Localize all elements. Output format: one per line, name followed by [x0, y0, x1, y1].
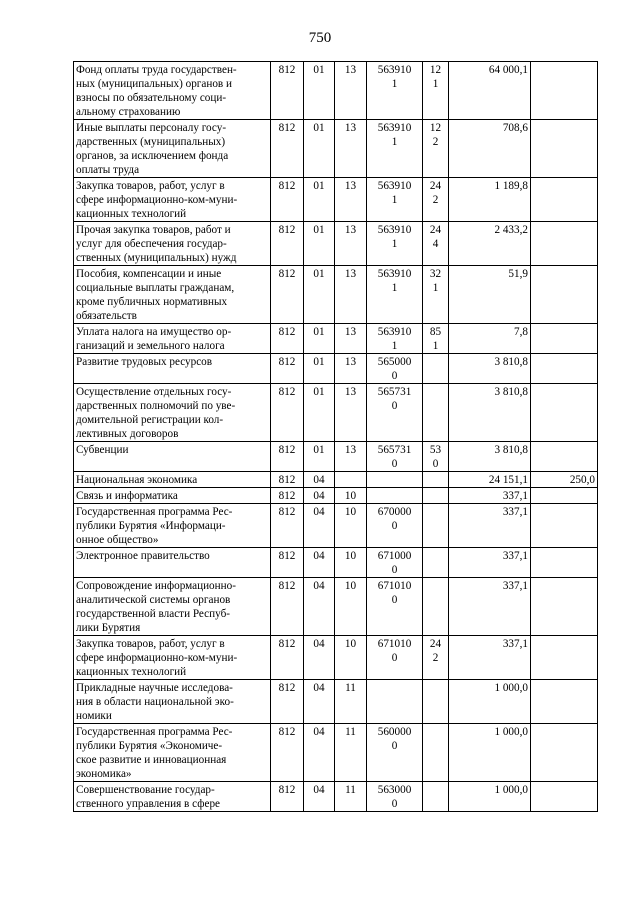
table-row [74, 442, 598, 472]
admin-code-cell: 812 [271, 548, 304, 578]
table-row [74, 266, 598, 324]
row-name-cell: Государственная программа Рес- публики Бурятия «Информаци- онное общество» [74, 504, 271, 548]
section-code-cell: 01 [304, 222, 335, 266]
table-row [74, 782, 598, 812]
target-article-cell [367, 472, 423, 488]
amount-cell: 1 000,0 [449, 782, 531, 812]
target-article-cell: 563910 1 [367, 62, 423, 120]
subsection-code-cell: 10 [335, 504, 367, 548]
expense-type-cell: 53 0 [423, 442, 449, 472]
extra-amount-cell [531, 222, 598, 266]
subsection-code-cell: 13 [335, 266, 367, 324]
section-code-cell: 04 [304, 548, 335, 578]
expense-type-cell [423, 680, 449, 724]
amount-cell: 3 810,8 [449, 354, 531, 384]
extra-amount-cell [531, 636, 598, 680]
subsection-code-cell: 10 [335, 488, 367, 504]
target-article-cell: 565731 0 [367, 442, 423, 472]
expense-type-cell: 24 2 [423, 178, 449, 222]
expense-type-cell: 12 2 [423, 120, 449, 178]
row-name-cell: Прочая закупка товаров, работ и услуг для обеспечения государ- ственных (муниципальных) нужд [74, 222, 271, 266]
table-row [74, 222, 598, 266]
extra-amount-cell [531, 62, 598, 120]
row-name-cell: Прикладные научные исследова- ния в области национальной эко- номики [74, 680, 271, 724]
table-row [74, 504, 598, 548]
table-row [74, 472, 598, 488]
subsection-code-cell: 10 [335, 636, 367, 680]
expense-type-cell [423, 548, 449, 578]
subsection-code-cell: 11 [335, 680, 367, 724]
budget-table [73, 61, 598, 812]
extra-amount-cell [531, 578, 598, 636]
target-article-cell: 671010 0 [367, 578, 423, 636]
row-name-cell: Связь и информатика [74, 488, 271, 504]
page-number: 750 [308, 30, 332, 46]
table-row [74, 488, 598, 504]
admin-code-cell: 812 [271, 504, 304, 548]
extra-amount-cell [531, 548, 598, 578]
admin-code-cell: 812 [271, 178, 304, 222]
extra-amount-cell [531, 680, 598, 724]
target-article-cell: 671010 0 [367, 636, 423, 680]
section-code-cell: 01 [304, 266, 335, 324]
target-article-cell: 563910 1 [367, 324, 423, 354]
subsection-code-cell: 13 [335, 324, 367, 354]
row-name-cell: Субвенции [74, 442, 271, 472]
extra-amount-cell [531, 354, 598, 384]
row-name-cell: Закупка товаров, работ, услуг в сфере информационно-ком-муни- кационных технологий [74, 636, 271, 680]
expense-type-cell [423, 504, 449, 548]
expense-type-cell [423, 354, 449, 384]
admin-code-cell: 812 [271, 472, 304, 488]
admin-code-cell: 812 [271, 724, 304, 782]
section-code-cell: 01 [304, 120, 335, 178]
section-code-cell: 04 [304, 782, 335, 812]
subsection-code-cell: 13 [335, 120, 367, 178]
target-article-cell: 560000 0 [367, 724, 423, 782]
table-row [74, 178, 598, 222]
target-article-cell: 563910 1 [367, 266, 423, 324]
section-code-cell: 01 [304, 324, 335, 354]
section-code-cell: 01 [304, 384, 335, 442]
subsection-code-cell: 13 [335, 442, 367, 472]
expense-type-cell [423, 384, 449, 442]
admin-code-cell: 812 [271, 120, 304, 178]
row-name-cell: Национальная экономика [74, 472, 271, 488]
admin-code-cell: 812 [271, 222, 304, 266]
row-name-cell: Сопровождение информационно- аналитической системы органов государственной власти Респуб- лики Бурятия [74, 578, 271, 636]
target-article-cell [367, 488, 423, 504]
amount-cell: 337,1 [449, 636, 531, 680]
amount-cell: 1 000,0 [449, 680, 531, 724]
admin-code-cell: 812 [271, 62, 304, 120]
target-article-cell: 670000 0 [367, 504, 423, 548]
expense-type-cell: 24 4 [423, 222, 449, 266]
amount-cell: 3 810,8 [449, 442, 531, 472]
amount-cell: 708,6 [449, 120, 531, 178]
amount-cell: 337,1 [449, 504, 531, 548]
section-code-cell: 04 [304, 636, 335, 680]
admin-code-cell: 812 [271, 488, 304, 504]
admin-code-cell: 812 [271, 680, 304, 724]
expense-type-cell: 85 1 [423, 324, 449, 354]
admin-code-cell: 812 [271, 324, 304, 354]
target-article-cell: 563910 1 [367, 178, 423, 222]
extra-amount-cell [531, 178, 598, 222]
extra-amount-cell [531, 782, 598, 812]
expense-type-cell: 12 1 [423, 62, 449, 120]
row-name-cell: Уплата налога на имущество ор- ганизаций и земельного налога [74, 324, 271, 354]
extra-amount-cell [531, 504, 598, 548]
table-row [74, 548, 598, 578]
amount-cell: 64 000,1 [449, 62, 531, 120]
extra-amount-cell [531, 384, 598, 442]
extra-amount-cell [531, 324, 598, 354]
subsection-code-cell: 10 [335, 548, 367, 578]
expense-type-cell [423, 782, 449, 812]
target-article-cell: 565731 0 [367, 384, 423, 442]
subsection-code-cell: 13 [335, 384, 367, 442]
expense-type-cell [423, 472, 449, 488]
amount-cell: 337,1 [449, 548, 531, 578]
target-article-cell [367, 680, 423, 724]
section-code-cell: 04 [304, 578, 335, 636]
amount-cell: 2 433,2 [449, 222, 531, 266]
row-name-cell: Государственная программа Рес- публики Бурятия «Экономиче- ское развитие и инновационная экономика» [74, 724, 271, 782]
subsection-code-cell: 11 [335, 782, 367, 812]
row-name-cell: Электронное правительство [74, 548, 271, 578]
admin-code-cell: 812 [271, 384, 304, 442]
admin-code-cell: 812 [271, 442, 304, 472]
section-code-cell: 04 [304, 504, 335, 548]
row-name-cell: Осуществление отдельных госу- дарственных полномочий по уве- домительной регистрации кол- лективных договоров [74, 384, 271, 442]
target-article-cell: 671000 0 [367, 548, 423, 578]
table-row [74, 578, 598, 636]
table-row [74, 324, 598, 354]
amount-cell: 337,1 [449, 578, 531, 636]
amount-cell: 1 000,0 [449, 724, 531, 782]
subsection-code-cell [335, 472, 367, 488]
subsection-code-cell: 11 [335, 724, 367, 782]
row-name-cell: Закупка товаров, работ, услуг в сфере информационно-ком-муни- кационных технологий [74, 178, 271, 222]
amount-cell: 3 810,8 [449, 384, 531, 442]
extra-amount-cell [531, 724, 598, 782]
extra-amount-cell: 250,0 [531, 472, 598, 488]
amount-cell: 337,1 [449, 488, 531, 504]
row-name-cell: Развитие трудовых ресурсов [74, 354, 271, 384]
admin-code-cell: 812 [271, 578, 304, 636]
subsection-code-cell: 13 [335, 62, 367, 120]
section-code-cell: 04 [304, 488, 335, 504]
target-article-cell: 563910 1 [367, 120, 423, 178]
extra-amount-cell [531, 120, 598, 178]
expense-type-cell [423, 724, 449, 782]
table-row [74, 724, 598, 782]
target-article-cell: 565000 0 [367, 354, 423, 384]
table-row [74, 384, 598, 442]
amount-cell: 51,9 [449, 266, 531, 324]
expense-type-cell: 32 1 [423, 266, 449, 324]
section-code-cell: 01 [304, 62, 335, 120]
table-row [74, 120, 598, 178]
row-name-cell: Иные выплаты персоналу госу- дарственных (муниципальных) органов, за исключением фонда оплаты труда [74, 120, 271, 178]
subsection-code-cell: 13 [335, 178, 367, 222]
row-name-cell: Совершенствование государ- ственного управления в сфере [74, 782, 271, 812]
section-code-cell: 01 [304, 442, 335, 472]
subsection-code-cell: 10 [335, 578, 367, 636]
expense-type-cell [423, 578, 449, 636]
admin-code-cell: 812 [271, 354, 304, 384]
section-code-cell: 01 [304, 354, 335, 384]
target-article-cell: 563000 0 [367, 782, 423, 812]
extra-amount-cell [531, 488, 598, 504]
table-row [74, 62, 598, 120]
admin-code-cell: 812 [271, 266, 304, 324]
subsection-code-cell: 13 [335, 222, 367, 266]
section-code-cell: 04 [304, 472, 335, 488]
table-row [74, 680, 598, 724]
admin-code-cell: 812 [271, 636, 304, 680]
amount-cell: 7,8 [449, 324, 531, 354]
table-row [74, 354, 598, 384]
expense-type-cell: 24 2 [423, 636, 449, 680]
row-name-cell: Пособия, компенсации и иные социальные выплаты гражданам, кроме публичных нормативных обязательств [74, 266, 271, 324]
amount-cell: 1 189,8 [449, 178, 531, 222]
table-row [74, 636, 598, 680]
extra-amount-cell [531, 266, 598, 324]
row-name-cell: Фонд оплаты труда государствен- ных (муниципальных) органов и взносы по обязательному соци- альному страхованию [74, 62, 271, 120]
amount-cell: 24 151,1 [449, 472, 531, 488]
expense-type-cell [423, 488, 449, 504]
admin-code-cell: 812 [271, 782, 304, 812]
extra-amount-cell [531, 442, 598, 472]
target-article-cell: 563910 1 [367, 222, 423, 266]
section-code-cell: 04 [304, 680, 335, 724]
section-code-cell: 01 [304, 178, 335, 222]
subsection-code-cell: 13 [335, 354, 367, 384]
section-code-cell: 04 [304, 724, 335, 782]
